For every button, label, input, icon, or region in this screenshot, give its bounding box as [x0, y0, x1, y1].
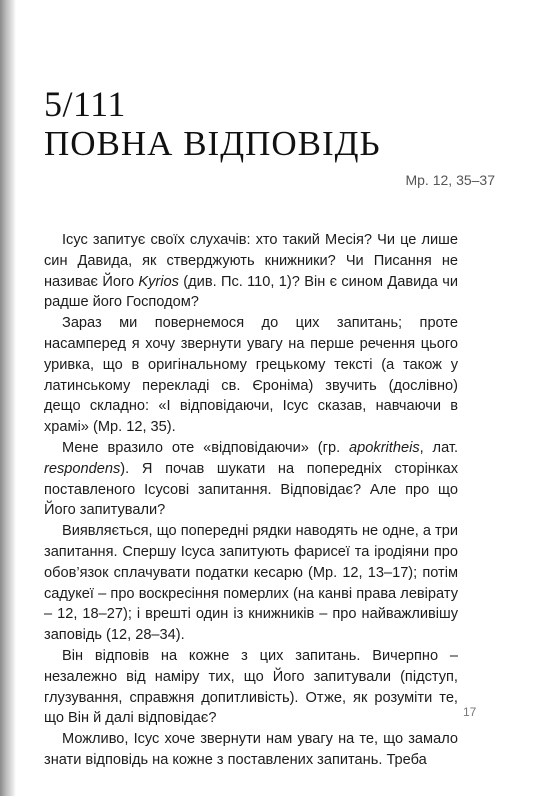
text-run: Виявляється, що попередні рядки наводять не одне, а три запитання. Спершу Ісуса запитують фарисеї та іродіяни про обов’язок сплачувати податки кесарю (Мр. 12, 13–17); потім садукеї – про воскресіння померлих (на канві права левірату – 12, 18–27); і врешті один із книжників – про найважливішу заповідь (12, 28–34).	[44, 523, 458, 644]
text-run: Він відповів на кожне з цих запитань. Вичерпно – незалежно від наміру тих, що Його запитували (підступ, глузування, справжня допитливість). Отже, як розуміти те, що Він й далі відповідає?	[44, 647, 458, 727]
paragraph	[44, 438, 458, 521]
text-run: Мене вразило оте «відповідаючи» (гр.	[62, 439, 350, 456]
paragraph	[44, 521, 458, 646]
page-gutter-shadow	[0, 0, 16, 796]
body-text	[44, 230, 458, 771]
text-run: ). Я почав шукати на попередніх сторінках поставленого Ісусові запитання. Відповідає? Але про що Його запитували?	[44, 460, 458, 519]
chapter-title: ПОВНА ВІДПОВІДЬ	[44, 124, 381, 163]
italic-term: Kyrios	[138, 273, 179, 290]
text-run: , лат.	[419, 439, 458, 456]
text-run: Зараз ми повернемося до цих запитань; проте насамперед я хочу звернути увагу на перше речення цього уривка, що в оригінальному грецькому тексті (а також у латинському перекладі св. Єроніма) звучить (дослівно) дещо складно: «І відповідаючи, Ісус сказав, навчаючи в храмі» (Мр. 12, 35).	[44, 315, 458, 436]
chapter-number: 5/111	[44, 84, 126, 124]
paragraph	[44, 313, 458, 438]
text-run: (див. Пс. 110, 1)? Він є сином Давида чи радше його Господом?	[44, 273, 458, 311]
italic-term: apokritheis	[349, 439, 420, 456]
page-number: 17	[463, 705, 477, 719]
text-run: Ісус запитує своїх слухачів: хто такий Месія? Чи це лише син Давида, як стверджують книжники? Чи Писання не називає Його	[44, 232, 458, 290]
italic-term: respondens	[44, 460, 121, 477]
paragraph	[44, 230, 458, 313]
paragraph	[44, 729, 458, 771]
paragraph	[44, 646, 458, 729]
scripture-reference: Мр. 12, 35–37	[405, 172, 495, 188]
text-run: Можливо, Ісус хоче звернути нам увагу на те, що замало знати відповідь на кожне з поставлених запитань. Треба	[44, 731, 458, 768]
